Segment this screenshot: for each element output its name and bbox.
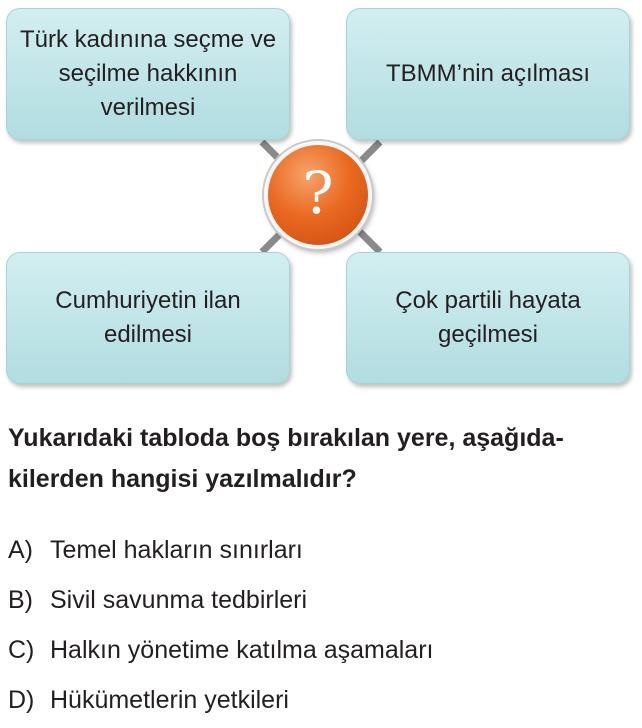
- option-d-letter: D): [8, 686, 35, 714]
- box-bottom-right-text: Çok partili hayata geçilmesi: [395, 287, 581, 348]
- box-bottom-left: [6, 252, 290, 384]
- box-bottom-right: [346, 252, 630, 384]
- option-a-text: Temel hakların sınırları: [50, 536, 303, 564]
- option-b-text: Sivil savunma tedbirleri: [50, 586, 308, 614]
- option-b-letter: B): [8, 586, 33, 614]
- box-top-left: [6, 8, 290, 140]
- option-a[interactable]: [8, 528, 638, 578]
- question-text: [8, 418, 638, 500]
- box-top-right-text: TBMM’nin açılması: [385, 60, 591, 87]
- option-b[interactable]: [8, 578, 638, 628]
- question-mark-icon: ?: [302, 159, 334, 227]
- option-d-text: Hükümetlerin yetkileri: [50, 686, 289, 714]
- option-d[interactable]: [8, 678, 638, 728]
- question-line-2: kilerden hangisi yazılmalıdır?: [8, 465, 357, 493]
- question-mark-circle: [264, 141, 372, 249]
- option-c[interactable]: [8, 628, 638, 678]
- option-c-letter: C): [8, 636, 35, 664]
- box-bottom-left-text: Cumhuriyetin ilan edilmesi: [55, 287, 241, 348]
- question-line-1: Yukarıdaki tabloda boş bırakılan yere, aşağıda-: [8, 424, 564, 452]
- answer-options: [8, 528, 638, 728]
- box-top-left-text: Türk kadınına seçme ve seçilme hakkının verilmesi: [19, 26, 277, 121]
- option-c-text: Halkın yönetime katılma aşamaları: [50, 636, 434, 664]
- option-a-letter: A): [8, 536, 33, 564]
- box-top-right: [346, 8, 630, 140]
